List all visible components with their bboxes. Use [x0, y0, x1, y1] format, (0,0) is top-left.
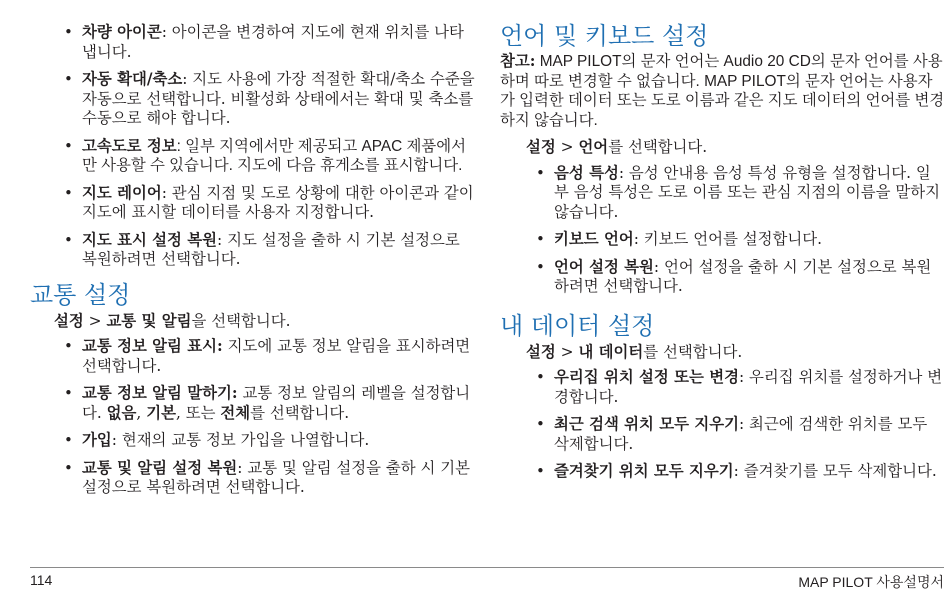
- section-heading: 교통 설정: [30, 280, 131, 309]
- list-item: • 자동 확대/축소: 지도 사용에 가장 적절한 확대/축소 수준을 자동으로 선택합니다. 비활성화 상태에서는 확대 및 축소를 수동으로 해야 합니다.: [64, 70, 475, 127]
- map-settings-list: [30, 23, 475, 270]
- footer-divider: [30, 567, 944, 568]
- list-item: • 최근 검색 위치 모두 지우기: 최근에 검색한 위치를 모두 삭제합니다.: [536, 415, 928, 453]
- language-settings-list: [500, 164, 945, 297]
- language-section: [500, 21, 945, 297]
- menu-path: 설정 > 교통 및 알림을 선택합니다.: [54, 311, 291, 330]
- list-item: • 가입: 현재의 교통 정보 가입을 나열합니다.: [64, 431, 370, 449]
- list-item: • 지도 표시 설정 복원: 지도 설정을 출하 시 기본 설정으로 복원하려면 선택합니다.: [64, 230, 460, 268]
- list-item: • 교통 정보 알림 표시: 지도에 교통 정보 알림을 표시하려면 선택합니다.: [64, 337, 471, 375]
- my-data-settings-list: [500, 368, 945, 482]
- section-heading: 언어 및 키보드 설정: [500, 22, 709, 50]
- menu-path: 설정 > 내 데이터를 선택합니다.: [526, 342, 743, 361]
- menu-path: 설정 > 언어를 선택합니다.: [526, 138, 708, 156]
- my-data-section: [500, 311, 945, 482]
- list-item: • 고속도로 정보: 일부 지역에서만 제공되고 APAC 제품에서만 사용할 수 있습니다. 지도에 다음 휴게소를 표시합니다.: [64, 136, 466, 174]
- page-number: 114: [30, 572, 53, 588]
- list-item: • 음성 특성: 음성 안내용 음성 특성 유형을 설정합니다. 일부 음성 특성은 도로 이름 또는 관심 지점의 이름을 말하지 않습니다.: [536, 163, 940, 221]
- section-heading: 내 데이터 설정: [500, 311, 655, 340]
- traffic-settings-list: [30, 337, 475, 498]
- list-item: • 키보드 언어: 키보드 언어를 설정합니다.: [536, 230, 822, 248]
- list-item: • 지도 레이어: 관심 지점 및 도로 상황에 대한 아이콘과 같이 지도에 표시할 데이터를 사용자 지정합니다.: [64, 183, 474, 221]
- list-item: • 언어 설정 복원: 언어 설정을 출하 시 기본 설정으로 복원하려면 선택합니다.: [536, 257, 932, 295]
- list-item: • 교통 및 알림 설정 복원: 교통 및 알림 설정을 출하 시 기본 설정으로 복원하려면 선택합니다.: [64, 458, 470, 496]
- list-item: • 즐겨찾기 위치 모두 지우기: 즐겨찾기를 모두 삭제합니다.: [536, 462, 937, 480]
- list-item: • 교통 정보 알림 말하기: 교통 정보 알림의 레벨을 설정합니다. 없음, 기본, 또는 전체를 선택합니다.: [64, 384, 471, 422]
- right-column: [500, 0, 945, 490]
- note: 참고: MAP PILOT의 문자 언어는 Audio 20 CD의 문자 언어를 사용하며 따로 변경할 수 없습니다. MAP PILOT의 문자 언어는 사용자가 입력한 데이터 또는 도로 이름과 같은 지도 데이터의 언어를 변경하지 않습니다.: [500, 52, 945, 129]
- list-item: • 차량 아이콘: 아이콘을 변경하여 지도에 현재 위치를 나타냅니다.: [64, 23, 464, 61]
- document-title: MAP PILOT 사용설명서: [798, 574, 944, 590]
- left-column: [30, 0, 475, 506]
- list-item: • 우리집 위치 설정 또는 변경: 우리집 위치를 설정하거나 변경합니다.: [536, 368, 943, 406]
- traffic-section: [30, 280, 475, 498]
